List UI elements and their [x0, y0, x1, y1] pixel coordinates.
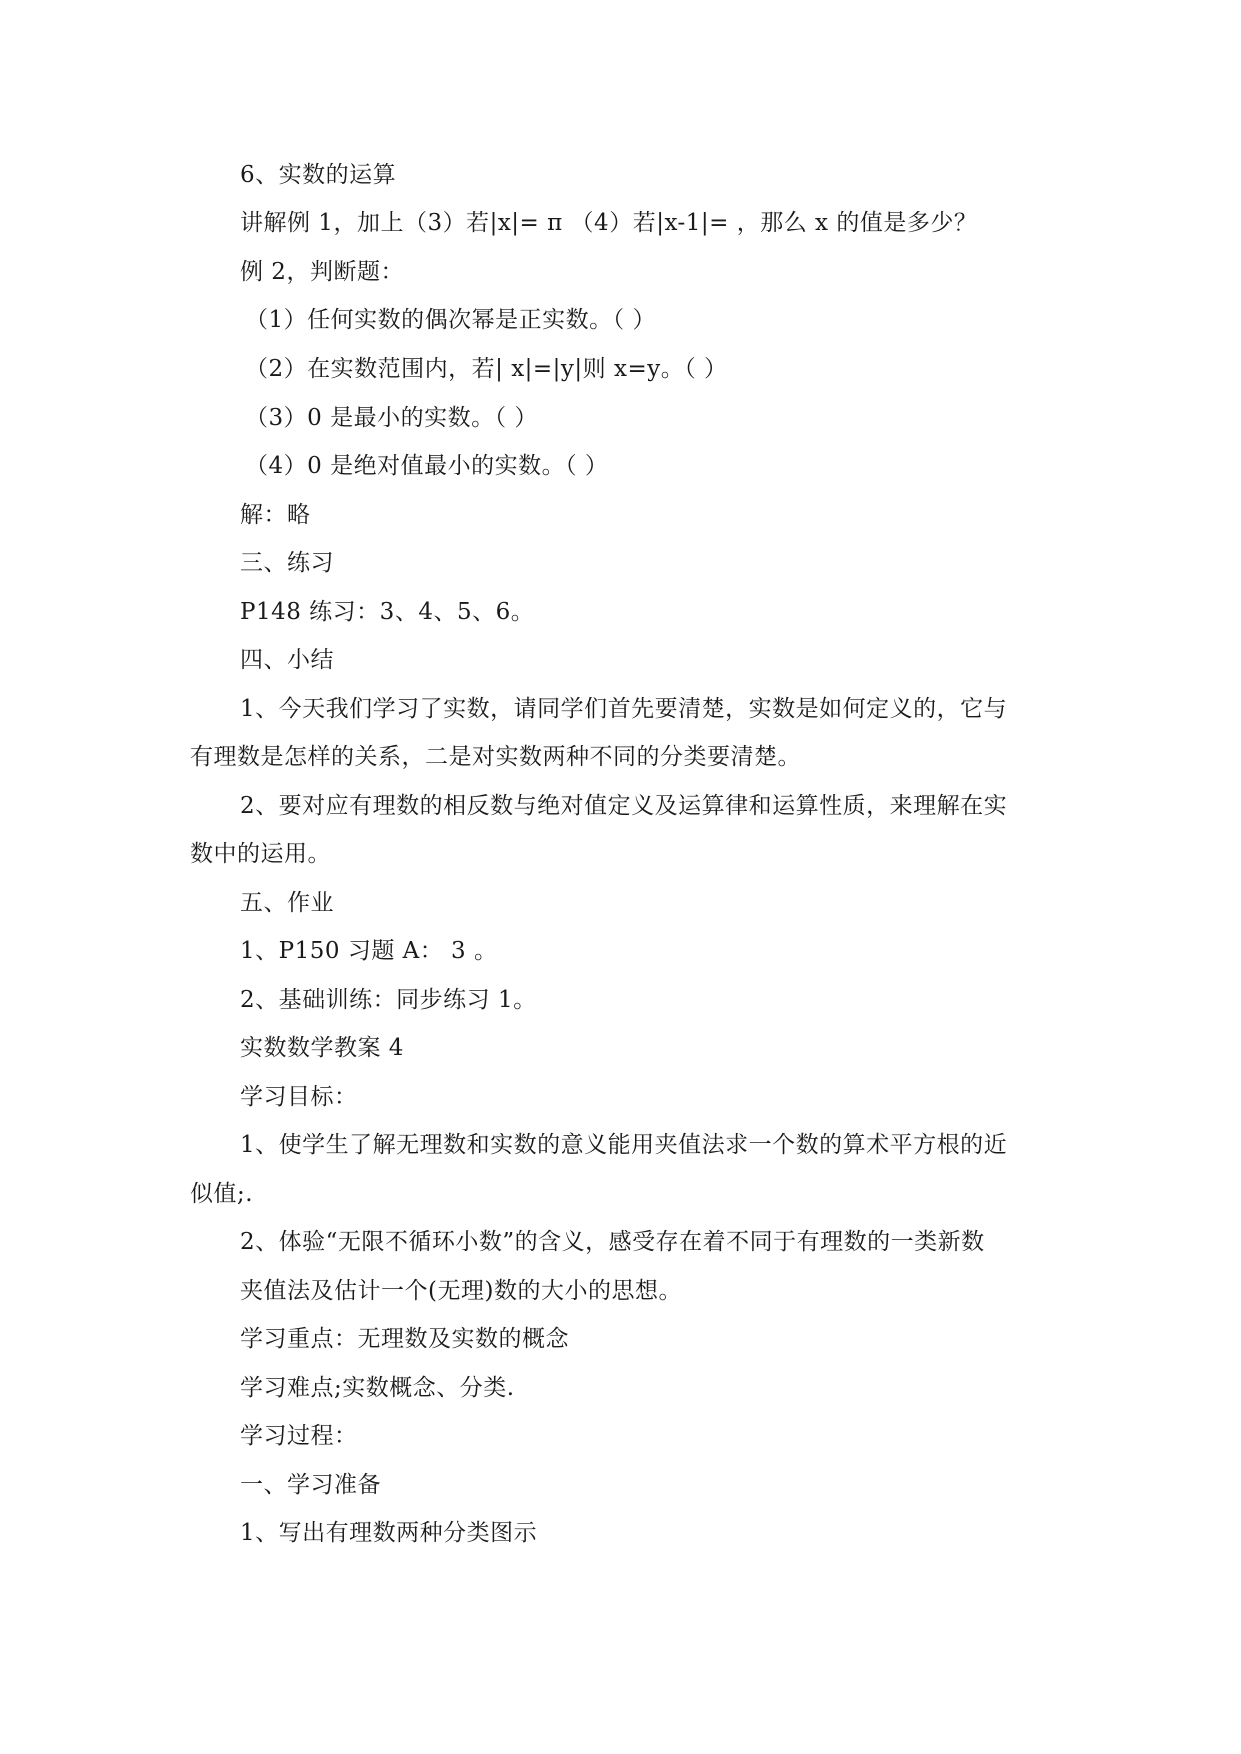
- judgment-item-2: （2）在实数范围内，若| x|=|y|则 x=y。（ ）: [245, 356, 728, 382]
- practice-text: P148 练习：3、4、5、6。: [240, 599, 535, 625]
- judgment-item-4: （4）0 是绝对值最小的实数。（ ）: [245, 453, 609, 479]
- solution-text: 解：略: [240, 502, 311, 528]
- goal-2-line-2: 夹值法及估计一个(无理)数的大小的思想。: [240, 1278, 682, 1304]
- homework-item-2: 2、基础训练：同步练习 1。: [240, 987, 537, 1013]
- section-heading-practice: 三、练习: [240, 550, 334, 576]
- key-points: 学习重点：无理数及实数的概念: [240, 1326, 569, 1352]
- goal-1-line-2: 似值;.: [190, 1181, 254, 1207]
- example-1-text: 讲解例 1，加上（3）若|x|= π （4）若|x-1|= ，那么 x 的值是多少？: [240, 210, 978, 236]
- goal-1-line-1: 1、使学生了解无理数和实数的意义能用夹值法求一个数的算术平方根的近: [240, 1132, 1008, 1158]
- summary-paragraph-2-line-1: 2、要对应有理数的相反数与绝对值定义及运算律和运算性质，来理解在实: [240, 793, 1008, 819]
- judgment-item-1: （1）任何实数的偶次幂是正实数。（ ）: [245, 307, 656, 333]
- section-heading-operations: 6、实数的运算: [240, 162, 397, 188]
- section-heading-summary: 四、小结: [240, 647, 334, 673]
- difficult-points: 学习难点;实数概念、分类.: [240, 1375, 515, 1401]
- learning-goals-heading: 学习目标：: [240, 1084, 358, 1110]
- summary-paragraph-2-line-2: 数中的运用。: [190, 841, 331, 867]
- judgment-item-3: （3）0 是最小的实数。（ ）: [245, 405, 538, 431]
- learning-process-heading: 学习过程：: [240, 1423, 358, 1449]
- section-heading-homework: 五、作业: [240, 890, 334, 916]
- section-heading-preparation: 一、学习准备: [240, 1472, 381, 1498]
- example-2-heading: 例 2，判断题：: [240, 259, 404, 285]
- lesson-plan-title: 实数数学教案 4: [240, 1035, 404, 1061]
- preparation-item-1: 1、写出有理数两种分类图示: [240, 1520, 538, 1546]
- summary-paragraph-1-line-2: 有理数是怎样的关系，二是对实数两种不同的分类要清楚。: [190, 744, 801, 770]
- homework-item-1: 1、P150 习题 A： 3 。: [240, 938, 498, 964]
- summary-paragraph-1-line-1: 1、今天我们学习了实数，请同学们首先要清楚，实数是如何定义的，它与: [240, 696, 1008, 722]
- goal-2-line-1: 2、体验“无限不循环小数”的含义，感受存在着不同于有理数的一类新数: [240, 1229, 985, 1255]
